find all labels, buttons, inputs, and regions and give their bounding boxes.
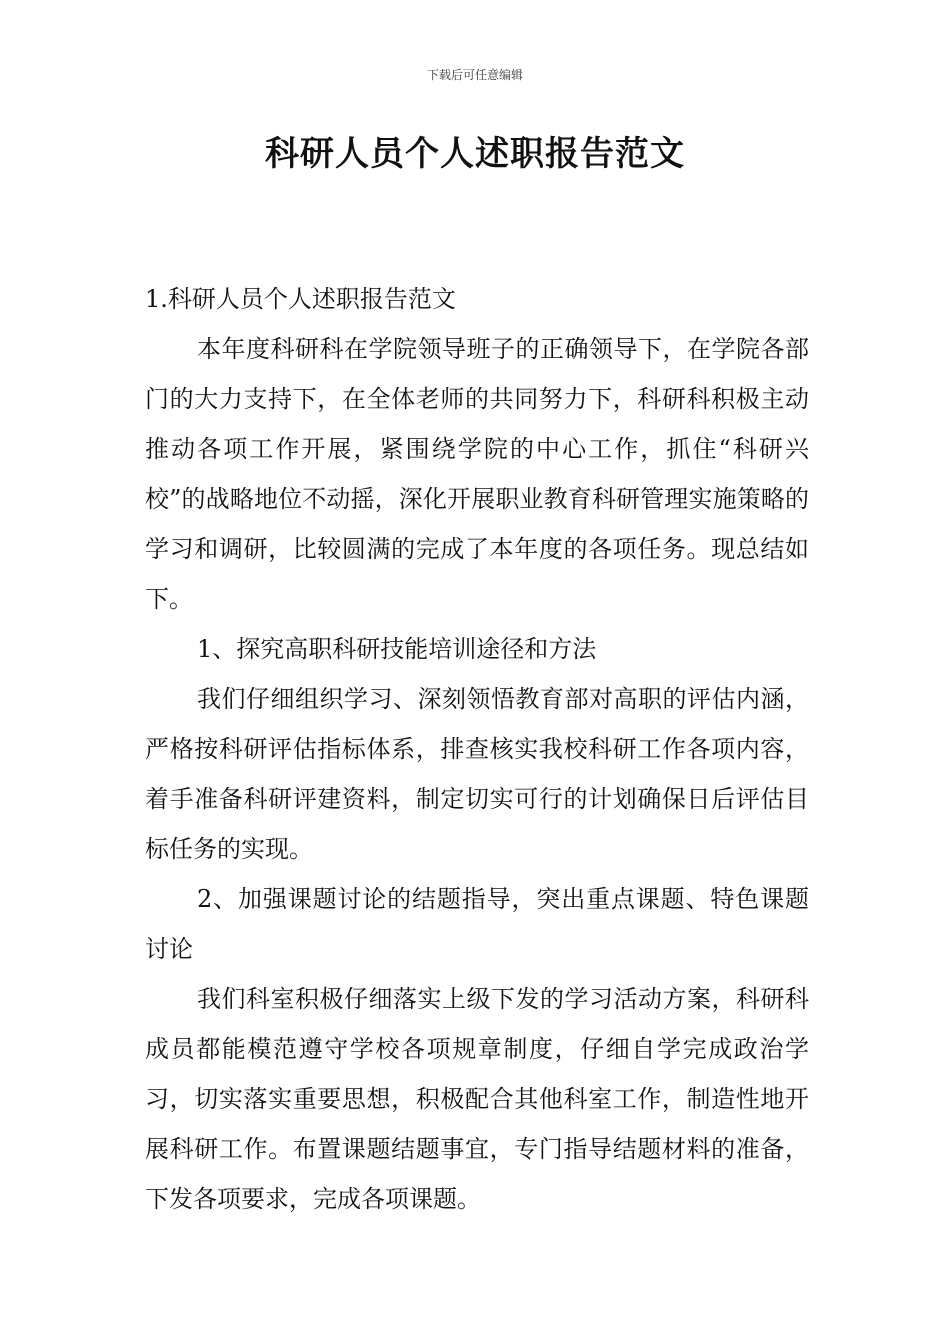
page-header-note: 下载后可任意编辑	[426, 68, 523, 82]
body-paragraph: 本年度科研科在学院领导班子的正确领导下，在学院各部门的大力支持下，在全体老师的共同努力下，科研科积极主动推动各项工作开展，紧围绕学院的中心工作，抓住“科研兴校”的战略地位不动摇，深化开展职业教育科研管理实施策略的学习和调研，比较圆满的完成了本年度的各项任务。现总结如下。	[145, 335, 809, 613]
subsection-heading: 2、加强课题讨论的结题指导，突出重点课题、特色课题讨论	[145, 885, 809, 963]
body-paragraph: 我们仔细组织学习、深刻领悟教育部对高职的评估内涵，严格按科研评估指标体系，排查核实我校科研工作各项内容，着手准备科研评建资料，制定切实可行的计划确保日后评估目标任务的实现。	[145, 685, 809, 863]
section-heading: 1.科研人员个人述职报告范文	[145, 285, 456, 313]
subsection-heading: 1、探究高职科研技能培训途径和方法	[197, 635, 597, 663]
document-body	[145, 274, 809, 1224]
body-paragraph: 我们科室积极仔细落实上级下发的学习活动方案，科研科成员都能模范遵守学校各项规章制度，仔细自学完成政治学习，切实落实重要思想，积极配合其他科室工作，制造性地开展科研工作。布置课题结题事宜，专门指导结题材料的准备，下发各项要求，完成各项课题。	[145, 985, 809, 1213]
document-title: 科研人员个人述职报告范文	[265, 134, 685, 174]
